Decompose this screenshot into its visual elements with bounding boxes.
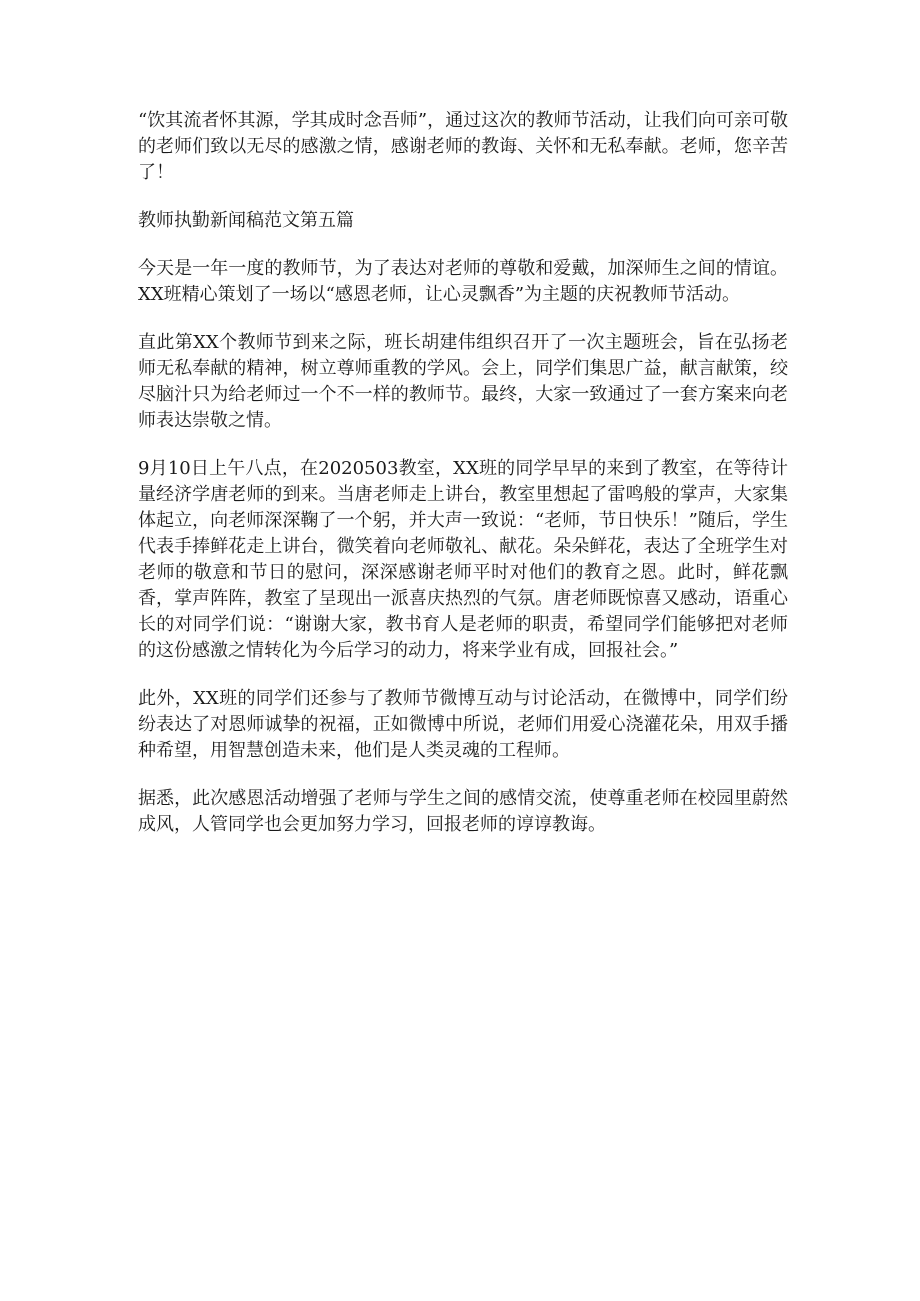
paragraph-intro: 今天是一年一度的教师节，为了表达对老师的尊敬和爱戴，加深师生之间的情谊。XX班精心策划了一场以“感恩老师，让心灵飘香”为主题的庆祝教师节活动。: [138, 258, 788, 305]
paragraph-conclusion: 据悉，此次感恩活动增强了老师与学生之间的感情交流，使尊重老师在校园里蔚然成风，人管同学也会更加努力学习，回报老师的谆谆教诲。: [138, 788, 788, 835]
document-body: [138, 108, 788, 860]
paragraph-event: 9月10日上午八点，在2020503教室，XX班的同学早早的来到了教室，在等待计量经济学唐老师的到来。当唐老师走上讲台，教室里想起了雷鸣般的掌声，大家集体起立，向老师深深鞠了一个躬，并大声一致说：“老师，节日快乐！”随后，学生代表手捧鲜花走上讲台，微笑着向老师敬礼、献花。朵朵鲜花，表达了全班学生对老师的敬意和节日的慰问，深深感谢老师平时对他们的教育之恩。此时，鲜花飘香，掌声阵阵，教室了呈现出一派喜庆热烈的气氛。唐老师既惊喜又感动，语重心长的对同学们说：“谢谢大家，教书育人是老师的职责，希望同学们能够把对老师的这份感激之情转化为今后学习的动力，将来学业有成，回报社会。”: [138, 458, 788, 661]
section-heading: 教师执勤新闻稿范文第五篇: [138, 210, 354, 231]
paragraph-weibo: 此外，XX班的同学们还参与了教师节微博互动与讨论活动，在微博中，同学们纷纷表达了对恩师诚挚的祝福，正如微博中所说，老师们用爱心浇灌花朵，用双手播种希望，用智慧创造未来，他们是人类灵魂的工程师。: [138, 688, 788, 761]
paragraph-quote: “饮其流者怀其源，学其成时念吾师”，通过这次的教师节活动，让我们向可亲可敬的老师们致以无尽的感激之情，感谢老师的教诲、关怀和无私奉献。老师，您辛苦了！: [138, 110, 788, 183]
paragraph-class-meeting: 直此第XX个教师节到来之际，班长胡建伟组织召开了一次主题班会，旨在弘扬老师无私奉献的精神，树立尊师重教的学风。会上，同学们集思广益，献言献策，绞尽脑汁只为给老师过一个不一样的教师节。最终，大家一致通过了一套方案来向老师表达崇敬之情。: [138, 332, 788, 431]
